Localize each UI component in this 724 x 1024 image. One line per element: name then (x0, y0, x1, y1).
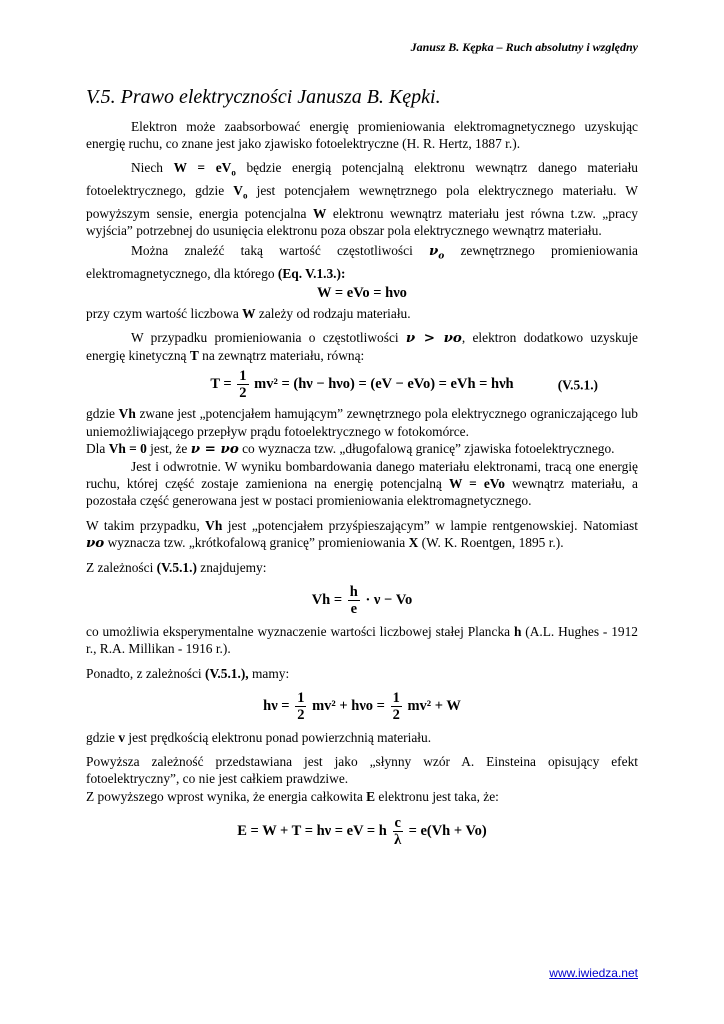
fraction: $\frac{1}{2}$ (392, 689, 400, 723)
paragraph: Ponadto, z zależności (V.5.1.), mamy: (86, 665, 290, 681)
fraction: $\frac{1}{2}$ (239, 368, 247, 402)
equation-v-5-1: T = $\frac{1}{2}$ mv² = (hν − hνo) = (eV − eVo) = eVh = hνh (V.5.1.) (210, 368, 598, 402)
section-title: V.5. Prawo elektryczności Janusza B. Kępki. (86, 86, 441, 108)
equation-stopping-potential: Vh = $\frac{h}{e}$ · ν − Vo (311, 584, 413, 618)
paragraph: gdzie Vh zwane jest „potencjałem hamującym” zewnętrznego pola elektrycznego ograniczającego lub uniemożliwiającego przepływ prądu fotoelektrycznego w fotokomórce. (86, 406, 638, 439)
paragraph: Z powyższego wprost wynika, że energia całkowita E elektronu jest taka, że: (86, 788, 499, 804)
running-head: Janusz B. Kępka – Ruch absolutny i względny (410, 40, 638, 54)
paragraph: przy czym wartość liczbowa W zależy od rodzaju materiału. (86, 305, 411, 321)
paragraph: Powyższa zależność przedstawiana jest jako „słynny wzór A. Einsteina opisujący efekt fotoelektryczny”, co nie jest całkiem prawdziwe. (86, 754, 638, 787)
nu-symbol: $\nu_o$ (428, 242, 445, 262)
equation-total-energy: E = W + T = hν = eV = h $\frac{c}{\lambda}$ = e(Vh + Vo) (237, 814, 487, 848)
fraction: $\frac{1}{2}$ (297, 689, 305, 723)
paragraph: Elektron może zaabsorbować energię promieniowania elektromagnetycznego uzyskując energię ruchu, co znane jest jako zjawisko fotoelektryczne (H. R. Hertz, 1887 r.). (86, 119, 638, 152)
paragraph: W takim przypadku, Vh jest „potencjałem przyśpieszającym” w lampie rentgenowskiej. Natomiast νo wyznacza tzw. „krótkofalową granicę” promieniowania X (W. K. Roentgen, 1895 r.). (86, 517, 638, 551)
paragraph: gdzie v jest prędkością elektronu ponad powierzchnią materiału. (86, 729, 432, 745)
equation-einstein: hν = $\frac{1}{2}$ mv² + hνo = $\frac{1}{2}$ mv² + W (263, 689, 461, 723)
paragraph: Można znaleźć taką wartość częstotliwości $\nu_o$ zewnętrznego promieniowania elektromagnetycznego, dla którego (Eq. V.1.3.): (86, 242, 639, 282)
paragraph: Z zależności (V.5.1.) znajdujemy: (86, 560, 267, 576)
equation-work-function: W = eVo = hνo (317, 284, 407, 301)
paragraph: Niech $W = eV_o$ będzie energią potencjalną elektronu wewnątrz danego materiału fotoelektrycznego, gdzie $V_o$ jest potencjałem wewnętrznego pola elektrycznego materiału. W powyższym sensie, energia potencjalna W elektronu wewnątrz materiału jest równa t.zw. „pracy wyjścia” potrzebnej do usunięcia elektronu poza obszar pola elektrycznego wewnątrz materiału. (86, 160, 638, 239)
paragraph: W przypadku promieniowania o częstotliwości ν > νo, elektron dodatkowo uzyskuje energię kinetyczną T na zewnątrz materiału, równą: (86, 330, 638, 364)
paragraph: Dla Vh = 0 jest, że ν = νo co wyznacza tzw. „długofalową granicę” zjawiska fotoelektrycznego. (86, 440, 615, 457)
paragraph: Jest i odwrotnie. W wyniku bombardowania danego materiału elektronami, tracą one energię ruchu, której część zostaje zamieniona na energię potencjalną W = eVo wewnątrz materiału, a pozostała część generowana jest w postaci promieniowania elektromagnetycznego. (86, 459, 638, 509)
paragraph: co umożliwia eksperymentalne wyznaczenie wartości liczbowej stałej Plancka h (A.L. Hughes - 1912 r., R.A. Millikan - 1916 r.). (86, 624, 638, 657)
equation-number: (V.5.1.) (557, 377, 598, 393)
fraction: $\frac{h}{e}$ (349, 584, 358, 618)
document-body (86, 118, 638, 848)
fraction: $\frac{c}{\lambda}$ (394, 814, 402, 848)
footer-website-link[interactable]: www.iwiedza.net (549, 966, 638, 980)
